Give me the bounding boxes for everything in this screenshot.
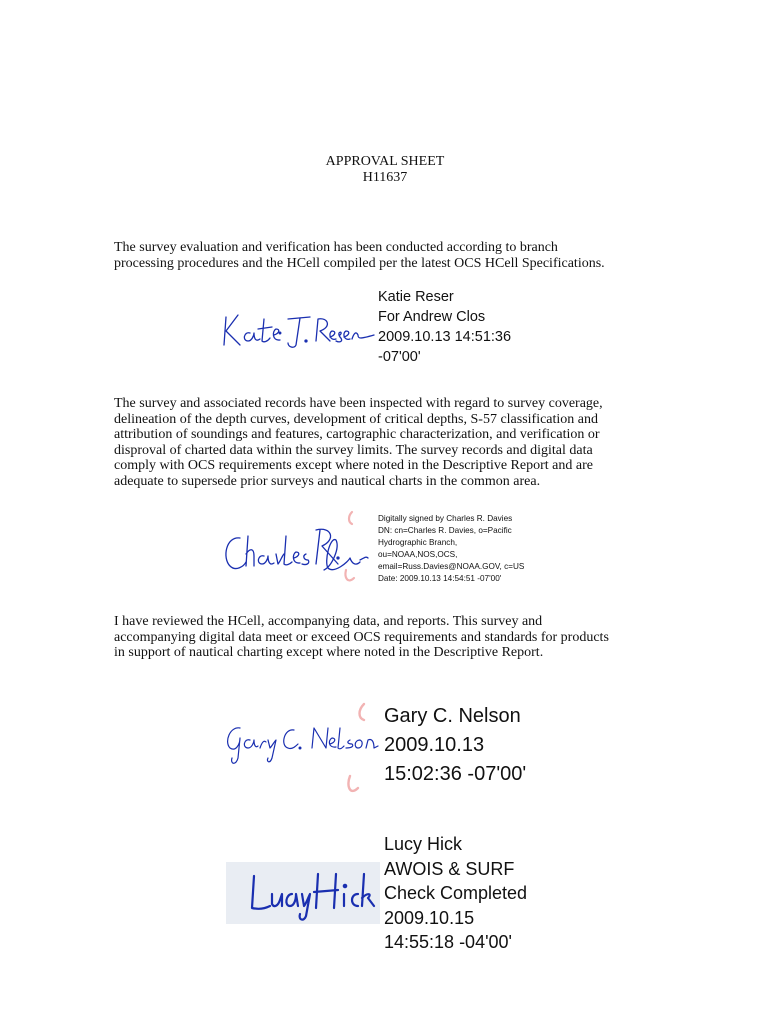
signature-offset: -07'00' xyxy=(378,349,421,365)
hick-signature-text xyxy=(384,832,527,955)
page-title: APPROVAL SHEET xyxy=(325,154,445,169)
paragraph-line: disproval of charted data within the survey limits. The survey records and digital data xyxy=(114,442,593,458)
signer-note: AWOIS & SURF xyxy=(384,858,515,879)
paragraph-line: comply with OCS requirements except where noted in the Descriptive Report and are xyxy=(114,458,593,473)
paragraph-evaluation xyxy=(114,240,664,271)
title-block xyxy=(0,154,770,186)
digital-signature-line: email=Russ.Davies@NOAA.GOV, c=US xyxy=(378,562,525,571)
reser-signature-text xyxy=(378,287,511,367)
paragraph-line: I have reviewed the HCell, accompanying data, and reports. This survey and xyxy=(114,614,543,629)
davies-signature-text xyxy=(378,513,524,585)
signer-note: For Andrew Clos xyxy=(378,309,486,325)
reser-signature-image xyxy=(218,305,378,351)
paragraph-line: delineation of the depth curves, development of critical depths, S-57 classification and xyxy=(114,411,599,427)
paragraph-inspection xyxy=(114,396,664,489)
signer-name: Lucy Hick xyxy=(384,834,463,854)
paragraph-line: The survey and associated records have been inspected with regard to survey coverage, xyxy=(114,396,603,411)
survey-id: H11637 xyxy=(362,170,408,185)
signature-time: 15:02:36 -07'00' xyxy=(384,763,527,785)
paragraph-line: accompanying digital data meet or exceed OCS requirements and standards for products xyxy=(114,629,609,645)
digital-signature-line: Digitally signed by Charles R. Davies xyxy=(378,514,513,523)
digital-signature-line: DN: cn=Charles R. Davies, o=Pacific xyxy=(378,526,512,535)
nelson-signature-image xyxy=(222,718,382,768)
paragraph-line: attribution of soundings and features, cartographic characterization, and verification or xyxy=(114,427,600,442)
digital-signature-date: Date: 2009.10.13 14:54:51 -07'00' xyxy=(378,574,502,583)
signer-name: Katie Reser xyxy=(378,289,454,305)
nelson-signature-text xyxy=(384,702,526,789)
signature-date: 2009.10.15 xyxy=(384,907,475,928)
signature-date: 2009.10.13 14:51:36 xyxy=(378,329,512,345)
signer-note: Check Completed xyxy=(384,883,528,904)
paragraph-line: processing procedures and the HCell compiled per the latest OCS HCell Specifications. xyxy=(114,255,605,271)
paragraph-line: adequate to supersede prior surveys and nautical charts in the common area. xyxy=(114,473,541,489)
signature-date: 2009.10.13 xyxy=(384,734,485,756)
hick-signature-image xyxy=(226,862,380,924)
davies-signature-image xyxy=(220,518,372,584)
signature-time: 14:55:18 -04'00' xyxy=(384,932,512,953)
digital-signature-line: ou=NOAA,NOS,OCS, xyxy=(378,550,458,559)
paragraph-line: in support of nautical charting except where noted in the Descriptive Report. xyxy=(114,645,544,660)
signer-name: Gary C. Nelson xyxy=(384,705,521,727)
paragraph-line: The survey evaluation and verification has been conducted according to branch xyxy=(114,240,558,255)
digital-signature-line: Hydrographic Branch, xyxy=(378,538,458,547)
paragraph-review xyxy=(114,614,664,661)
